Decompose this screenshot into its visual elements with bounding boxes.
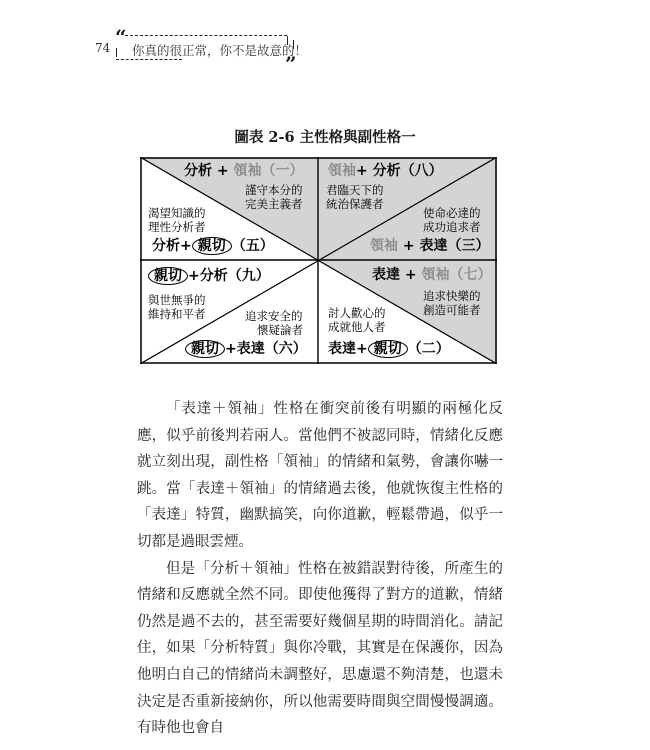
q6-label: 親切 +表達（六）	[185, 340, 307, 358]
personality-diagram	[140, 157, 497, 364]
q2-description: 討人歡心的 成就他人者	[328, 306, 386, 334]
running-title: 你真的很正常，你不是故意的！	[132, 43, 308, 58]
q7-label: 表達 + 領袖（七）	[372, 267, 492, 283]
header-top-dash	[125, 35, 287, 36]
q3-label: 領袖 + 表達（三）	[370, 238, 490, 254]
figure-title: 圖表 2-6 主性格與副性格一	[234, 129, 416, 146]
header-bottom-dash	[116, 59, 182, 60]
q1-description: 謹守本分的 完美主義者	[245, 183, 303, 211]
body-paragraph-1: 「表達＋領袖」性格在衝突前後有明顯的兩極化反應，似乎前後判若兩人。當他們不被認同時，情緒化反應就立刻出現，副性格「領袖」的情緒和氣勢，會讓你嚇一跳。當「表達＋領袖」的情緒過去後，他就恢復主性格的「表達」特質，幽默搞笑，向你道歉，輕鬆帶過，似乎一切都是過眼雲煙。	[137, 401, 503, 550]
q9-description: 與世無爭的 維持和平者	[148, 293, 206, 321]
body-paragraph-2: 但是「分析＋領袖」性格在被錯誤對待後，所產生的情緒和反應就全然不同。即使他獲得了對方的道歉，情緒仍然是過不去的，甚至需要好幾個星期的時間消化。請記住，如果「分析特質」與你冷戰，其實是在保護你，因為他明白自己的情緒尚未調整好，思慮還不夠清楚，也還未決定是否重新接納你，所以他需要時間與空間慢慢調適。有時他也會自	[137, 560, 503, 737]
q6-description: 追求安全的 懷疑論者	[245, 309, 303, 337]
body-text	[137, 396, 503, 742]
circled-label: 親切	[185, 340, 225, 358]
q9-label: 親切 +分析（九）	[148, 267, 270, 285]
page-number: 74	[95, 41, 111, 55]
q5-description: 渴望知識的 理性分析者	[148, 206, 206, 234]
circled-label: 親切	[148, 267, 188, 285]
close-quote-mark: ”	[285, 52, 297, 76]
q3-description: 使命必達的 成功追求者	[423, 206, 481, 234]
circled-label: 親切	[368, 340, 408, 358]
q1-label: 分析 + 領袖（一）	[184, 163, 304, 179]
header-left-tick	[116, 48, 117, 57]
diagram-grid	[140, 157, 497, 364]
q8-label: 領袖+ 分析（八）	[328, 163, 443, 179]
running-header	[0, 0, 650, 80]
q5-label: 分析+ 親切 （五）	[152, 238, 274, 254]
circled-label: 親切	[192, 237, 232, 255]
q2-label: 表達+ 親切 （二）	[328, 341, 450, 357]
q8-description: 君臨天下的 統治保護者	[326, 183, 384, 211]
q7-description: 追求快樂的 創造可能者	[423, 289, 481, 317]
open-quote-mark: “	[115, 25, 127, 49]
